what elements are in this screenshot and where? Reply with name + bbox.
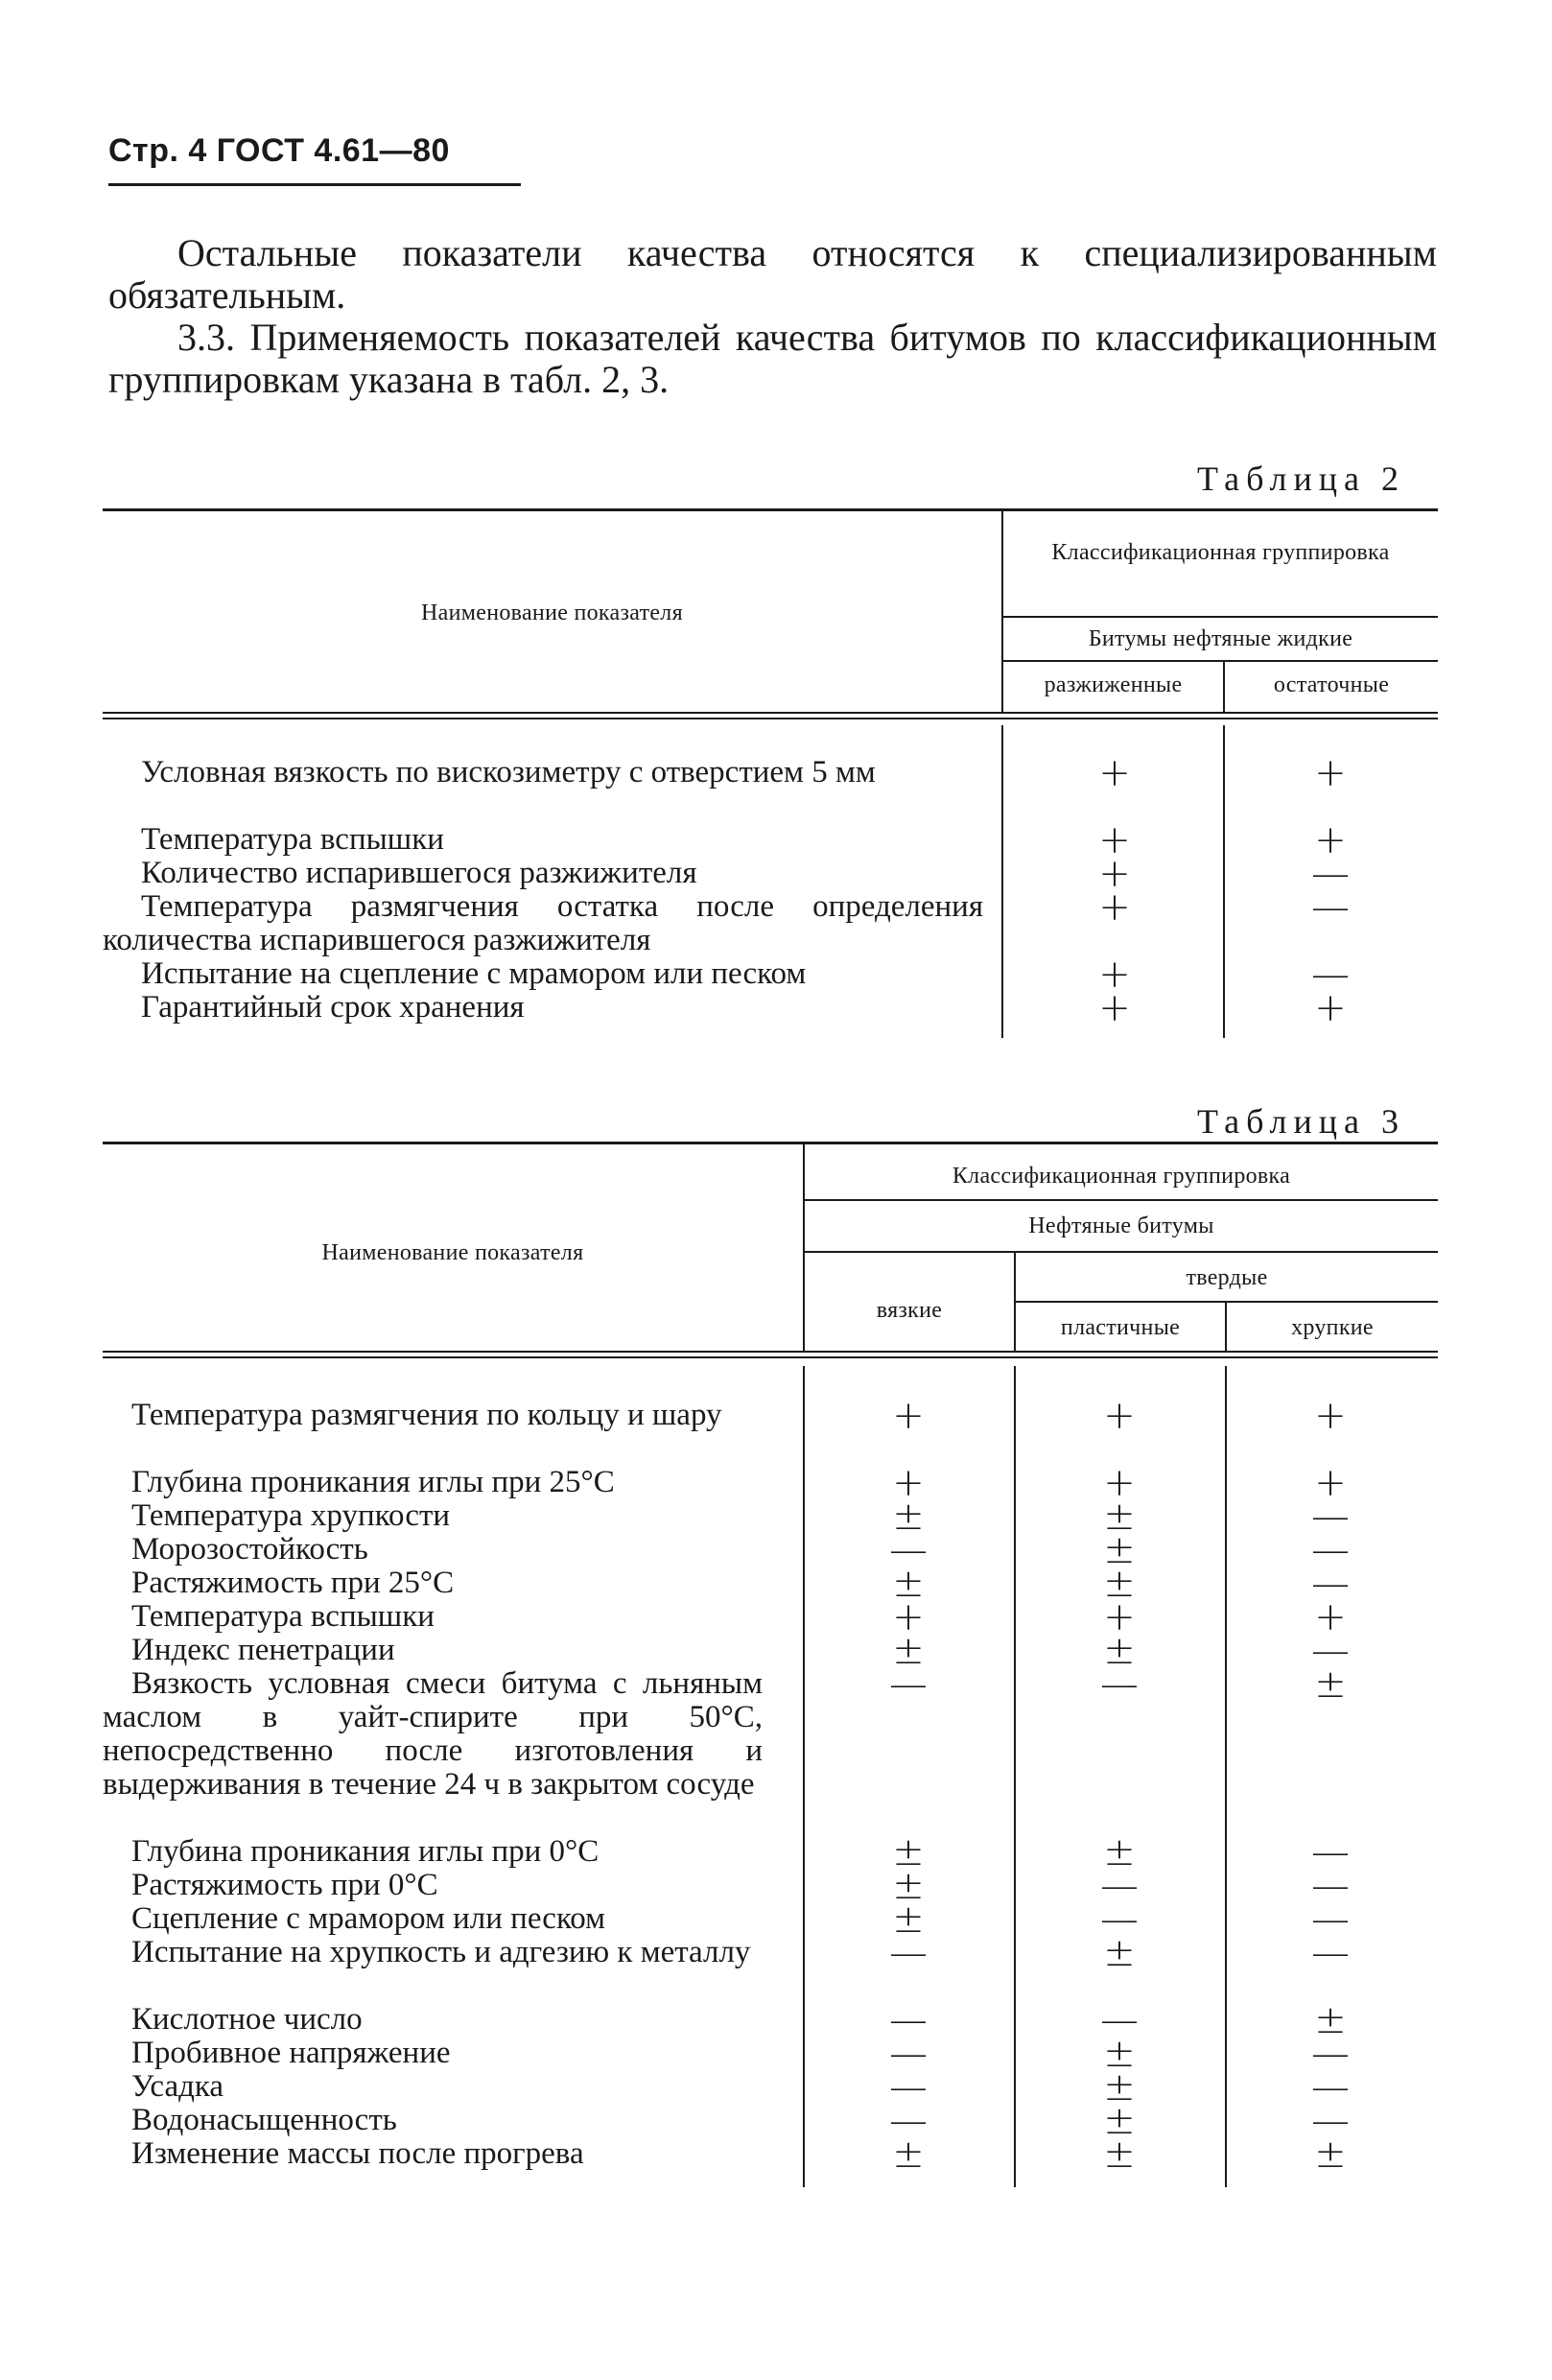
table3-subgroup-header: Нефтяные битумы <box>1028 1214 1214 1238</box>
table3-mark: ± <box>1103 1629 1136 1673</box>
table3-mark: — <box>889 1931 928 1975</box>
table3-row: Глубина проникания иглы при 25°С <box>131 1465 615 1499</box>
table3-col-brittle: хрупкие <box>1291 1315 1374 1340</box>
table3-mark: ± <box>1314 1998 1347 2042</box>
table2-mark: — <box>1311 953 1350 997</box>
table3-mark: + <box>892 1394 925 1438</box>
table3-mark: — <box>1311 1931 1350 1975</box>
table3-mark: — <box>1311 1528 1350 1572</box>
table3-col-viscous: вязкие <box>876 1298 943 1323</box>
table3-mark: — <box>889 1662 928 1707</box>
table2-group-rule <box>1003 616 1438 618</box>
table3-row: Испытание на хрупкость и адгезию к металлу <box>131 1935 751 1969</box>
table3-mark: — <box>1100 1662 1139 1707</box>
table3-col-name-header: Наименование показателя <box>321 1240 584 1265</box>
table3-mark: + <box>892 1461 925 1505</box>
table3-header-rule-2 <box>103 1356 1438 1358</box>
intro-paragraph-1: Остальные показатели качества относятся к специализированным обязательным. <box>108 231 1437 317</box>
table3-mark: ± <box>1103 1528 1136 1572</box>
table3-row: Температура размягчения по кольцу и шару <box>131 1398 722 1432</box>
table2-mark: — <box>1311 852 1350 896</box>
table2-mark: + <box>1098 751 1131 795</box>
table3-solid-rule <box>1016 1301 1438 1303</box>
table2-mark: + <box>1314 818 1347 862</box>
table2-row: Гарантийный срок хранения <box>141 990 525 1025</box>
table3-mark: — <box>1311 1864 1350 1908</box>
table3-mark: ± <box>892 1495 925 1539</box>
table3-mark: — <box>889 2099 928 2143</box>
table3-row: Растяжимость при 25°С <box>131 1566 455 1600</box>
table3-row: Вязкость условная смеси битума с льняным маслом в уайт-спирите при 50°С, непосредственно после изготовления и выдерживания в течение 24 ч в закрытом сосуде <box>103 1666 763 1802</box>
table3-row: Растяжимость при 0°С <box>131 1868 438 1902</box>
table2-group-header: Классификационная группировка <box>1051 540 1390 565</box>
table2-mark: + <box>1098 986 1131 1030</box>
table3-row: Сцепление с мрамором или песком <box>131 1901 606 1936</box>
table3-row: Глубина проникания иглы при 0°С <box>131 1834 600 1869</box>
table3-header-rule-1 <box>103 1351 1438 1353</box>
table3-top-rule <box>103 1142 1438 1144</box>
table3-row: Индекс пенетрации <box>131 1633 395 1667</box>
table2-mark: + <box>1098 852 1131 896</box>
table3-mark: ± <box>1103 1562 1136 1606</box>
table3-mark: + <box>1314 1394 1347 1438</box>
table3-row: Морозостойкость <box>131 1532 368 1567</box>
table2-subgroup-rule <box>1003 660 1438 662</box>
intro-text <box>108 232 1437 401</box>
table3-row: Усадка <box>131 2069 224 2104</box>
table2-mark: — <box>1311 885 1350 930</box>
table2-col-residual: остаточные <box>1273 672 1390 697</box>
table3-row: Температура вспышки <box>131 1599 435 1634</box>
table2-caption: Таблица 2 <box>1197 460 1405 498</box>
table3-caption: Таблица 3 <box>1197 1102 1405 1141</box>
table2-mark: + <box>1098 885 1131 930</box>
table3-mark: ± <box>1103 2032 1136 2076</box>
table2-row: Температура размягчения остатка после определения количества испарившегося разжижителя <box>103 889 983 957</box>
table3-mark: — <box>1311 2065 1350 2109</box>
table3-mark: — <box>1311 1562 1350 1606</box>
table3-col-solid: твердые <box>1186 1265 1268 1290</box>
table3-group-header: Классификационная группировка <box>952 1164 1291 1189</box>
table3-mark: ± <box>892 1629 925 1673</box>
table3-mark: — <box>1100 1897 1139 1942</box>
table3-row: Водонасыщенность <box>131 2103 397 2137</box>
table2-mark: + <box>1314 751 1347 795</box>
table3-row: Пробивное напряжение <box>131 2036 451 2070</box>
table3-mark: + <box>1314 1595 1347 1639</box>
table3-mark: ± <box>892 1562 925 1606</box>
table2-row: Количество испарившегося разжижителя <box>141 856 697 890</box>
table2-header-rule-2 <box>103 718 1438 719</box>
table3-mark: ± <box>1103 2133 1136 2177</box>
table3-mark: ± <box>1103 1830 1136 1874</box>
table3-mark: — <box>1311 1897 1350 1942</box>
table3-mark: + <box>1103 1394 1136 1438</box>
table3-mark: — <box>1311 1629 1350 1673</box>
table2-body-divider-2 <box>1223 725 1225 1038</box>
table2-mark: + <box>1098 953 1131 997</box>
table2-row: Испытание на сцепление с мрамором или песком <box>141 956 807 991</box>
table3-mark: — <box>889 2032 928 2076</box>
table3-col-plastic: пластичные <box>1060 1315 1181 1340</box>
table3-group-rule <box>805 1199 1438 1201</box>
table2-header-rule-1 <box>103 712 1438 714</box>
table3-mark: + <box>1314 1461 1347 1505</box>
table3-body-divider-1 <box>803 1366 805 2187</box>
table3-mark: ± <box>1103 1495 1136 1539</box>
intro-paragraph-2: 3.3. Применяемость показателей качества битумов по классификационным группировкам указана в табл. 2, 3. <box>108 316 1437 401</box>
table3-mark: ± <box>1314 2133 1347 2177</box>
table3-mark: — <box>1311 2099 1350 2143</box>
table2-row: Условная вязкость по вискозиметру с отверстием 5 мм <box>141 755 876 789</box>
table3-mark: + <box>1103 1461 1136 1505</box>
table3-mark: ± <box>1103 2065 1136 2109</box>
table2-mark: + <box>1098 818 1131 862</box>
table2-col-name-header: Наименование показателя <box>421 601 683 625</box>
table3-mark: ± <box>1103 1931 1136 1975</box>
table3-mark: ± <box>892 1897 925 1942</box>
table3-mark: ± <box>1314 1662 1347 1707</box>
table3-mark: — <box>1100 1998 1139 2042</box>
table3-mark: + <box>892 1595 925 1639</box>
table3-mark: — <box>889 1528 928 1572</box>
table3-mark: — <box>889 1998 928 2042</box>
page-header: Стр. 4 ГОСТ 4.61—80 <box>108 132 450 169</box>
table2 <box>103 508 1438 1038</box>
table3-subgroup-rule <box>805 1251 1438 1253</box>
table3-row: Температура хрупкости <box>131 1498 451 1533</box>
table3-mark: ± <box>892 1864 925 1908</box>
table2-top-rule <box>103 508 1438 511</box>
table3-body-divider-2 <box>1014 1366 1016 2187</box>
table2-row: Температура вспышки <box>141 822 444 857</box>
table3-mark: — <box>1311 1495 1350 1539</box>
table3-body-divider-3 <box>1225 1366 1227 2187</box>
table2-mark: + <box>1314 986 1347 1030</box>
table3-mark: — <box>1311 2032 1350 2076</box>
table3-mark: ± <box>1103 2099 1136 2143</box>
table2-subgroup-header: Битумы нефтяные жидкие <box>1088 626 1353 651</box>
table3-row: Изменение массы после прогрева <box>131 2136 584 2171</box>
table3-mark: ± <box>892 2133 925 2177</box>
table2-col-liquefied: разжиженные <box>1044 672 1183 697</box>
table2-body-divider-1 <box>1001 725 1003 1038</box>
table3-mark: — <box>1311 1830 1350 1874</box>
table3-mark: — <box>889 2065 928 2109</box>
header-rule <box>108 183 521 186</box>
table3-mark: ± <box>892 1830 925 1874</box>
table3-row: Кислотное число <box>131 2002 363 2037</box>
table3 <box>103 1142 1438 2187</box>
table3-mark: — <box>1100 1864 1139 1908</box>
table3-mark: + <box>1103 1595 1136 1639</box>
